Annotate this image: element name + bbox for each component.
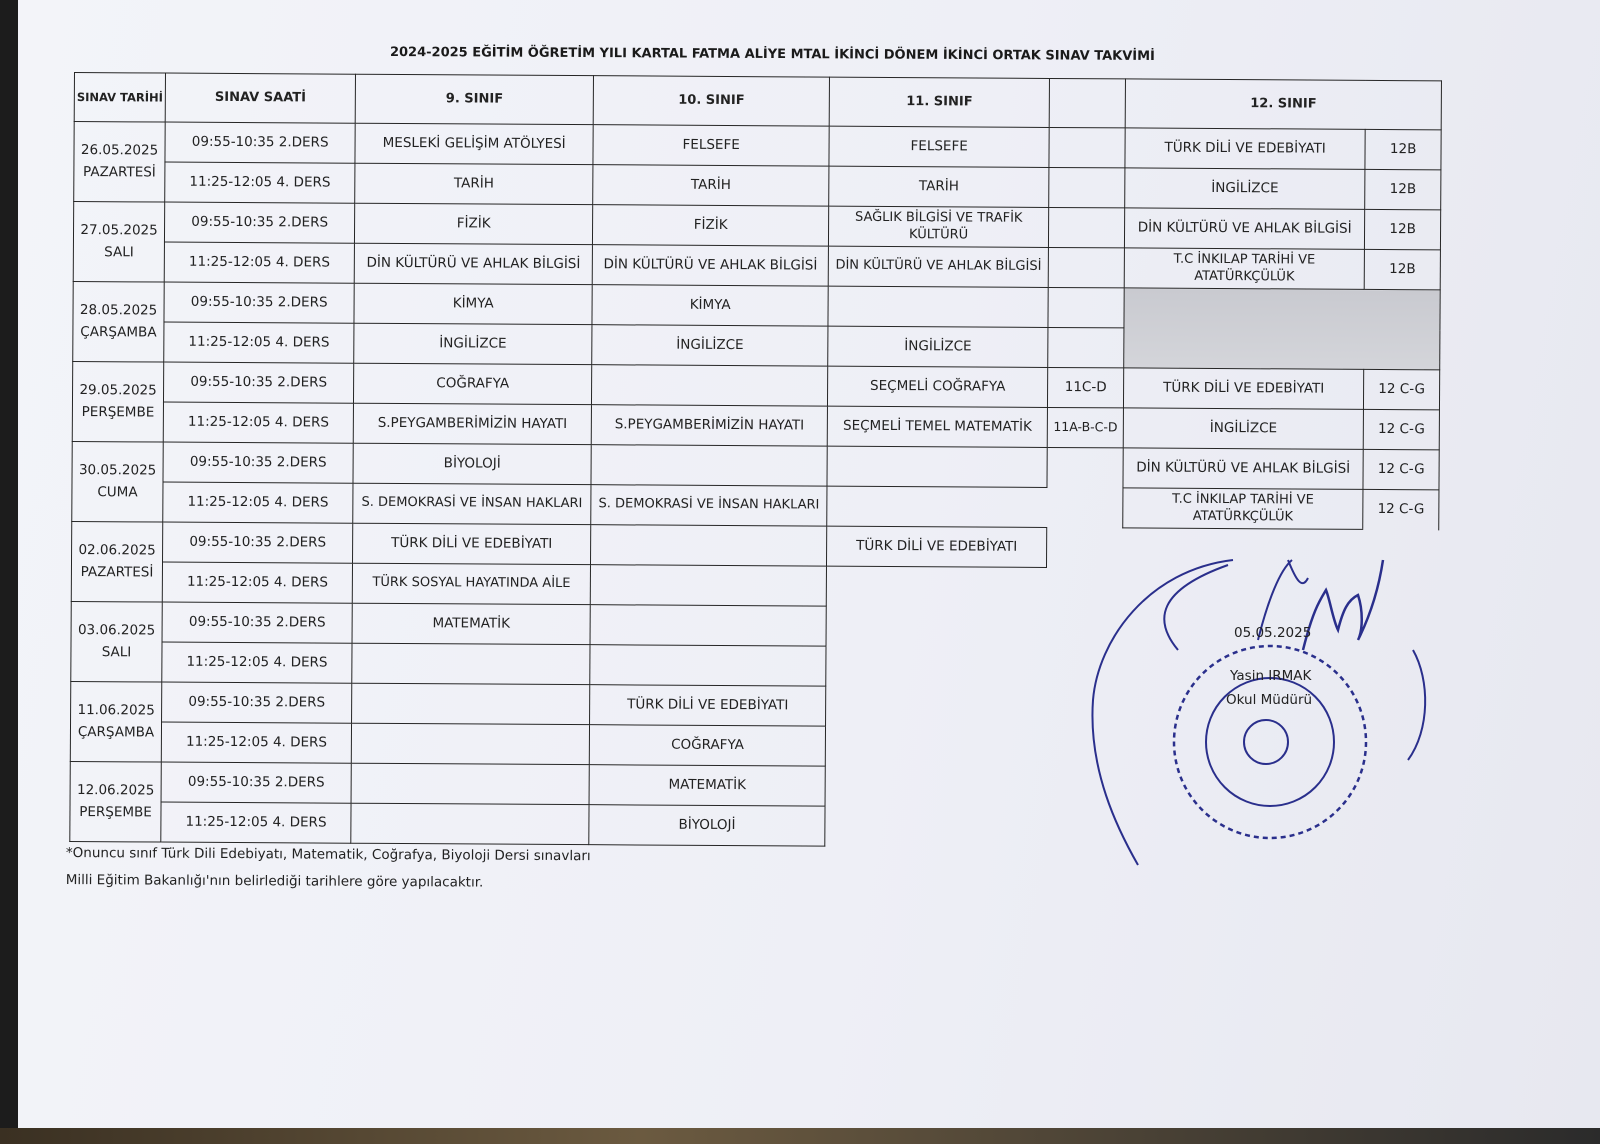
grade-9-exam: KİMYA: [354, 283, 592, 324]
grade-10-exam: İNGİLİZCE: [592, 325, 828, 366]
time-cell: 11:25-12:05 4. DERS: [162, 562, 352, 603]
grade-10-exam: MATEMATİK: [589, 765, 825, 806]
grade-11-exam: [828, 286, 1048, 327]
grade-10-exam: KİMYA: [592, 285, 828, 326]
header-row: [74, 73, 1441, 130]
exam-day: SALI: [104, 243, 134, 260]
signature-stroke: [1303, 560, 1383, 650]
grade-11-exam: DİN KÜLTÜRÜ VE AHLAK BİLGİSİ: [828, 246, 1048, 287]
time-cell: 09:55-10:35 2.DERS: [164, 282, 354, 323]
grade-9-exam: DİN KÜLTÜRÜ VE AHLAK BİLGİSİ: [354, 243, 592, 284]
grade-12-class: 12B: [1365, 169, 1441, 209]
time-cell: 11:25-12:05 4. DERS: [164, 322, 354, 363]
grade-12-shaded-block: [1124, 288, 1440, 370]
grade-11-exam: SEÇMELİ TEMEL MATEMATİK: [827, 406, 1047, 447]
header-time: SINAV SAATİ: [165, 73, 355, 123]
time-cell: 11:25-12:05 4. DERS: [161, 802, 351, 843]
exam-day: ÇARŞAMBA: [80, 323, 157, 341]
time-cell: 09:55-10:35 2.DERS: [165, 202, 355, 243]
exam-day: PAZARTESİ: [83, 163, 156, 181]
grade-11-class: [1048, 287, 1124, 327]
time-cell: 09:55-10:35 2.DERS: [163, 442, 353, 483]
grade-9-exam: [351, 763, 589, 804]
grade-12-exam: İNGİLİZCE: [1123, 408, 1363, 449]
time-cell: 09:55-10:35 2.DERS: [161, 762, 351, 803]
exam-date: 02.06.2025: [78, 541, 156, 559]
date-cell: [73, 281, 165, 362]
exam-day: PERŞEMBE: [79, 803, 152, 820]
grade-10-exam: [592, 365, 828, 406]
grade-11-class: 11C-D: [1048, 367, 1124, 407]
grade-9-exam: TÜRK DİLİ VE EDEBİYATI: [353, 523, 591, 564]
footnote-line-1: *Onuncu sınıf Türk Dili Edebiyatı, Matematik, Coğrafya, Biyoloji Dersi sınavları: [65, 844, 591, 865]
grade-10-exam: S.PEYGAMBERİMİZİN HAYATI: [591, 405, 827, 446]
signature-title: Okul Müdürü: [1226, 692, 1313, 708]
grade-9-exam: TARİH: [355, 163, 593, 204]
grade-12-class: 12 C-G: [1363, 449, 1439, 489]
grade-12-class: 12 C-G: [1363, 409, 1439, 449]
exam-date: 12.06.2025: [76, 781, 155, 799]
grade-12-class: 12 C-G: [1364, 369, 1440, 409]
grade-10-exam: DİN KÜLTÜRÜ VE AHLAK BİLGİSİ: [592, 245, 828, 286]
time-cell: 11:25-12:05 4. DERS: [161, 722, 351, 763]
grade-11-exam: FELSEFE: [829, 126, 1049, 167]
grade-12-exam: DİN KÜLTÜRÜ VE AHLAK BİLGİSİ: [1123, 448, 1363, 489]
grade-12-exam: İNGİLİZCE: [1125, 168, 1365, 209]
signature-stroke: [1408, 650, 1425, 760]
empty-cell: [826, 686, 1046, 727]
grade-10-exam: [590, 645, 826, 686]
exam-date: 11.06.2025: [77, 701, 155, 719]
grade-9-exam: S.PEYGAMBERİMİZİN HAYATI: [353, 403, 591, 444]
grade-9-exam: MATEMATİK: [352, 603, 590, 644]
exam-date: 30.05.2025: [78, 461, 157, 479]
time-cell: 11:25-12:05 4. DERS: [164, 242, 354, 283]
grade-10-exam: COĞRAFYA: [589, 725, 825, 766]
grade-12-class: 12B: [1365, 209, 1441, 249]
exam-date: 27.05.2025: [80, 221, 158, 239]
signature-name: Yasin IRMAK: [1230, 668, 1312, 684]
header-grade-12: 12. SINIF: [1125, 79, 1441, 130]
grade-9-exam: [351, 723, 589, 764]
grade-11-class: 11A-B-C-D: [1047, 407, 1123, 447]
time-cell: 09:55-10:35 2.DERS: [163, 522, 353, 563]
grade-10-exam: FELSEFE: [593, 125, 829, 166]
grade-12-class: 12B: [1364, 249, 1440, 289]
time-cell: 11:25-12:05 4. DERS: [165, 162, 355, 203]
grade-12-exam: TÜRK DİLİ VE EDEBİYATI: [1125, 128, 1365, 169]
time-cell: 11:25-12:05 4. DERS: [162, 642, 352, 683]
grade-9-exam: [352, 683, 590, 724]
grade-9-exam: TÜRK SOSYAL HAYATINDA AİLE: [352, 563, 590, 604]
grade-11-exam: SAĞLIK BİLGİSİ VE TRAFİK KÜLTÜRÜ: [829, 206, 1049, 247]
footnote-line-2: Milli Eğitim Bakanlığı'nın belirlediği tarihlere göre yapılacaktır.: [65, 871, 484, 891]
empty-cell: [825, 806, 1045, 847]
grade-9-exam: COĞRAFYA: [354, 363, 592, 404]
stamp-center: [1244, 720, 1288, 764]
grade-10-exam: TÜRK DİLİ VE EDEBİYATI: [590, 685, 826, 726]
exam-date: 29.05.2025: [79, 381, 157, 399]
grade-12-exam: TÜRK DİLİ VE EDEBİYATI: [1124, 368, 1364, 409]
empty-cell: [826, 646, 1046, 687]
exam-day: PERŞEMBE: [81, 403, 155, 420]
date-cell: [70, 681, 162, 762]
grade-12-exam: DİN KÜLTÜRÜ VE AHLAK BİLGİSİ: [1125, 208, 1365, 249]
time-cell: 09:55-10:35 2.DERS: [162, 682, 352, 723]
date-cell: [72, 361, 164, 442]
grade-11-class: [1049, 207, 1125, 247]
grade-11-exam: TARİH: [829, 166, 1049, 207]
grade-9-exam: İNGİLİZCE: [354, 323, 592, 364]
date-cell: [71, 601, 163, 682]
grade-11-exam: [827, 446, 1047, 487]
grade-10-exam: [591, 445, 827, 486]
header-date: SINAV TARİHİ: [74, 73, 165, 123]
exam-day: ÇARŞAMBA: [77, 723, 155, 741]
time-cell: 09:55-10:35 2.DERS: [162, 602, 352, 643]
empty-cell: [826, 566, 1046, 607]
header-grade-10: 10. SINIF: [593, 76, 829, 126]
empty-cell: [825, 726, 1045, 767]
grade-12-class: 12 C-G: [1363, 489, 1439, 529]
signature-stroke: [1092, 560, 1233, 865]
header-grade-9: 9. SINIF: [355, 74, 593, 124]
grade-10-exam: S. DEMOKRASİ VE İNSAN HAKLARI: [591, 485, 827, 526]
empty-cell: [1047, 447, 1123, 487]
grade-9-exam: S. DEMOKRASİ VE İNSAN HAKLARI: [353, 483, 591, 524]
grade-12-exam: T.C İNKILAP TARİHİ VE ATATÜRKÇÜLÜK: [1123, 488, 1363, 529]
grade-10-exam: [590, 605, 826, 646]
header-grade-11-class: [1049, 78, 1125, 127]
exam-day: PAZARTESİ: [80, 563, 154, 580]
grade-11-exam: İNGİLİZCE: [828, 326, 1048, 367]
time-cell: 09:55-10:35 2.DERS: [165, 122, 355, 163]
grade-9-exam: FİZİK: [355, 203, 593, 244]
time-cell: 11:25-12:05 4. DERS: [163, 402, 353, 443]
grade-9-exam: [352, 643, 590, 684]
date-cell: [73, 202, 165, 283]
time-cell: 11:25-12:05 4. DERS: [163, 482, 353, 523]
time-cell: 09:55-10:35 2.DERS: [164, 362, 354, 403]
grade-10-exam: [591, 525, 827, 566]
grade-12-exam: T.C İNKILAP TARİHİ VE ATATÜRKÇÜLÜK: [1124, 248, 1364, 289]
grade-11-class: [1049, 127, 1125, 167]
grade-10-exam: FİZİK: [593, 205, 829, 246]
exam-day: SALI: [101, 643, 132, 660]
page-title: 2024-2025 EĞİTİM ÖĞRETİM YILI KARTAL FATMA ALİYE MTAL İKİNCİ DÖNEM İKİNCİ ORTAK SINAV TAKVİMİ: [389, 45, 1155, 65]
footnote: [66, 840, 591, 897]
date-cell: [72, 441, 164, 522]
grade-10-exam: [590, 565, 826, 606]
exam-date: 28.05.2025: [79, 301, 158, 319]
grade-12-class: 12B: [1365, 129, 1441, 169]
header-grade-11: 11. SINIF: [829, 77, 1049, 127]
official-stamp: [1058, 520, 1478, 900]
document-page: [18, 0, 1600, 1128]
grade-11-exam: SEÇMELİ COĞRAFYA: [828, 366, 1048, 407]
date-cell: [71, 521, 163, 602]
empty-cell: [827, 486, 1047, 527]
exam-date: 03.06.2025: [77, 621, 156, 639]
grade-9-exam: [351, 803, 589, 844]
signature-date: 05.05.2025: [1234, 625, 1312, 641]
grade-10-exam: BİYOLOJİ: [589, 805, 825, 846]
grade-11-class: [1049, 167, 1125, 207]
date-cell: [70, 761, 162, 842]
grade-10-exam: TARİH: [593, 165, 829, 206]
empty-cell: [826, 606, 1046, 647]
grade-11-class: [1048, 247, 1124, 287]
exam-day: CUMA: [97, 483, 138, 500]
date-cell: [74, 122, 166, 203]
grade-11-class: [1048, 327, 1124, 367]
exam-date: 26.05.2025: [80, 141, 159, 159]
grade-9-exam: BİYOLOJİ: [353, 443, 591, 484]
grade-9-exam: MESLEKİ GELİŞİM ATÖLYESİ: [355, 123, 593, 164]
desk-edge: [0, 1128, 1600, 1144]
empty-cell: [825, 766, 1045, 807]
grade-11-exam: TÜRK DİLİ VE EDEBİYATI: [827, 526, 1047, 567]
